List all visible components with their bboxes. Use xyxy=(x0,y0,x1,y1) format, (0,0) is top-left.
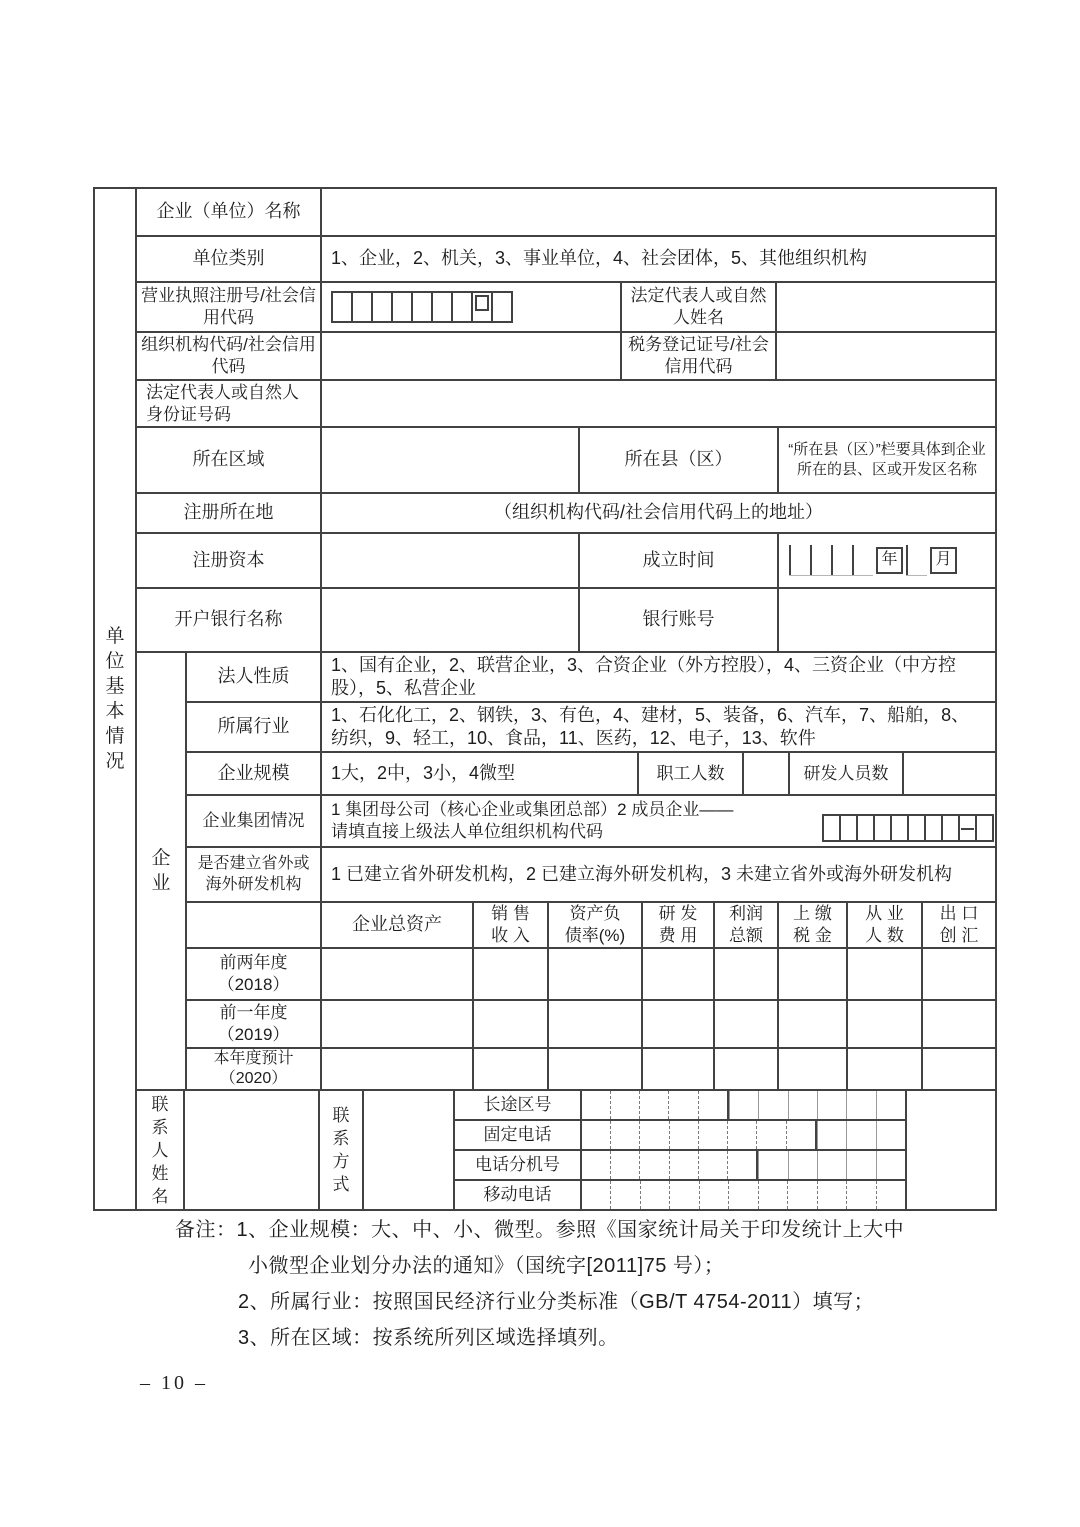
fin-2018-sales[interactable] xyxy=(474,949,549,1001)
group-status-label: 企业集团情况 xyxy=(187,796,322,848)
fin-2018-total-assets[interactable] xyxy=(322,949,474,1001)
col-header-rd-expense: 研 发 费 用 xyxy=(643,903,715,949)
unit-type-options-field[interactable]: 1、企业，2、机关，3、事业单位，4、社会团体，5、其他组织机构 xyxy=(322,237,997,283)
fin-2019-total-assets[interactable] xyxy=(322,1001,474,1049)
fin-2020-rd-expense[interactable] xyxy=(643,1049,715,1091)
fin-2018-employees[interactable] xyxy=(848,949,923,1001)
region-field[interactable] xyxy=(322,428,580,494)
tax-reg-field[interactable] xyxy=(777,333,997,381)
fin-2018-export[interactable] xyxy=(923,949,997,1001)
legal-rep-id-field[interactable] xyxy=(322,381,997,428)
legal-rep-name-field[interactable] xyxy=(777,283,997,333)
org-code-label: 组织机构代码/社会信用代码 xyxy=(137,333,322,381)
mobile-field[interactable] xyxy=(582,1181,907,1211)
rd-org-label: 是否建立省外或海外研发机构 xyxy=(187,848,322,903)
fin-2019-employees[interactable] xyxy=(848,1001,923,1049)
founding-date-field[interactable] xyxy=(779,534,997,589)
fin-row-label-2019: 前一年度 （2019） xyxy=(187,1001,322,1049)
financial-corner-cell xyxy=(187,903,322,949)
fin-2019-rd-expense[interactable] xyxy=(643,1001,715,1049)
note-line-4: 3、所在区域：按系统所列区域选择填列。 xyxy=(238,1327,619,1349)
bank-account-field[interactable] xyxy=(779,589,997,653)
license-number-label: 营业执照注册号/社会信用代码 xyxy=(137,283,322,333)
tax-reg-label: 税务登记证号/社会信用代码 xyxy=(622,333,777,381)
fin-2020-export[interactable] xyxy=(923,1049,997,1091)
rd-staff-count-field[interactable] xyxy=(904,753,997,796)
fin-2020-debt-ratio[interactable] xyxy=(549,1049,643,1091)
legal-nature-options-field[interactable]: 1、国有企业，2、联营企业，3、合资企业（外方控股），4、三资企业（中方控股），5、私营企业 xyxy=(322,653,997,703)
section-label-unit-basic-info: 单 位 基 本 情 况 xyxy=(95,189,137,1211)
enterprise-section-label: 企 业 xyxy=(137,653,187,1091)
page-number: – 10 – xyxy=(140,1372,208,1394)
group-line2: 请填直接上级法人单位组织机构代码 xyxy=(331,821,603,841)
industry-options-field[interactable]: 1、石化化工，2、钢铁，3、有色，4、建材，5、装备，6、汽车，7、船舶，8、纺织，9、轻工，10、食品，11、医药，12、电子，13、软件 xyxy=(322,703,997,753)
note-line-2: 小微型企业划分办法的通知》（国统字[2011]75 号）； xyxy=(248,1255,725,1277)
staff-count-label: 职工人数 xyxy=(639,753,744,796)
col-header-debt-ratio: 资产负 债率(%) xyxy=(549,903,643,949)
area-code-field[interactable] xyxy=(582,1091,907,1121)
region-label: 所在区域 xyxy=(137,428,322,494)
license-digit-boxes[interactable] xyxy=(331,291,513,323)
county-label: 所在县（区） xyxy=(580,428,779,494)
license-number-boxes[interactable] xyxy=(322,283,622,333)
fin-2018-rd-expense[interactable] xyxy=(643,949,715,1001)
unit-type-label: 单位类别 xyxy=(137,237,322,283)
fin-2019-export[interactable] xyxy=(923,1001,997,1049)
mobile-label: 移动电话 xyxy=(455,1181,582,1211)
scale-label: 企业规模 xyxy=(187,753,322,796)
contact-method-label: 联 系 方 式 xyxy=(320,1091,364,1211)
legal-nature-label: 法人性质 xyxy=(187,653,322,703)
fin-2020-sales[interactable] xyxy=(474,1049,549,1091)
contact-name-field[interactable] xyxy=(185,1091,320,1211)
fin-2019-profit[interactable] xyxy=(715,1001,779,1049)
org-code-field[interactable] xyxy=(322,333,622,381)
registered-capital-field[interactable] xyxy=(322,534,580,589)
landline-label: 固定电话 xyxy=(455,1121,582,1151)
fin-2019-tax[interactable] xyxy=(779,1001,848,1049)
basic-info-table xyxy=(93,187,997,1211)
fin-2018-debt-ratio[interactable] xyxy=(549,949,643,1001)
group-line1: 1 集团母公司（核心企业或集团总部）2 成员企业—— xyxy=(331,800,734,819)
col-header-sales-income: 销 售 收 入 xyxy=(474,903,549,949)
bank-name-label: 开户银行名称 xyxy=(137,589,322,653)
fin-row-label-2020: 本年度预计 （2020） xyxy=(187,1049,322,1091)
fin-2019-sales[interactable] xyxy=(474,1001,549,1049)
col-header-total-assets: 企业总资产 xyxy=(322,903,474,949)
fin-2020-total-assets[interactable] xyxy=(322,1049,474,1091)
rd-staff-count-label: 研发人员数 xyxy=(790,753,904,796)
fin-2020-tax[interactable] xyxy=(779,1049,848,1091)
fin-2020-employees[interactable] xyxy=(848,1049,923,1091)
staff-count-field[interactable] xyxy=(744,753,790,796)
county-note: “所在县（区）”栏要具体到企业所在的县、区或开发区名称 xyxy=(779,428,997,494)
registered-capital-label: 注册资本 xyxy=(137,534,322,589)
enterprise-name-label: 企业（单位）名称 xyxy=(137,189,322,237)
note-line-3: 2、所属行业：按照国民经济行业分类标准（GB/T 4754-2011）填写； xyxy=(238,1291,875,1313)
col-header-employees: 从 业 人 数 xyxy=(848,903,923,949)
registered-address-label: 注册所在地 xyxy=(137,494,322,534)
contact-method-field[interactable] xyxy=(364,1091,455,1211)
extension-field[interactable] xyxy=(582,1151,907,1181)
scale-options-field[interactable]: 1大，2中，3小，4微型 xyxy=(322,753,639,796)
col-header-total-profit: 利润 总额 xyxy=(715,903,779,949)
rd-org-options-field[interactable]: 1 已建立省外研发机构，2 已建立海外研发机构，3 未建立省外或海外研发机构 xyxy=(322,848,997,903)
landline-field[interactable] xyxy=(582,1121,907,1151)
year-suffix-box: 年 xyxy=(876,547,903,574)
note-line-1: 备注：1、企业规模：大、中、小、微型。参照《国家统计局关于印发统计上大中 xyxy=(175,1219,905,1241)
enterprise-name-field[interactable] xyxy=(322,189,997,237)
fin-2020-profit[interactable] xyxy=(715,1049,779,1091)
fin-2019-debt-ratio[interactable] xyxy=(549,1001,643,1049)
month-suffix-box: 月 xyxy=(930,547,957,574)
bank-name-field[interactable] xyxy=(322,589,580,653)
founding-date-label: 成立时间 xyxy=(580,534,779,589)
col-header-tax-paid: 上 缴 税 金 xyxy=(779,903,848,949)
extension-label: 电话分机号 xyxy=(455,1151,582,1181)
registered-address-field[interactable]: （组织机构代码/社会信用代码上的地址） xyxy=(322,494,997,534)
legal-rep-id-label: 法定代表人或自然人身份证号码 xyxy=(137,381,322,428)
contact-name-label: 联 系 人 姓 名 xyxy=(137,1091,185,1211)
col-header-export-earnings: 出 口 创 汇 xyxy=(923,903,997,949)
group-status-field[interactable] xyxy=(322,796,997,848)
legal-rep-name-label: 法定代表人或自然人姓名 xyxy=(622,283,777,333)
industry-label: 所属行业 xyxy=(187,703,322,753)
founding-date-widget[interactable] xyxy=(783,545,991,576)
group-code-boxes[interactable] xyxy=(822,814,994,842)
bank-account-label: 银行账号 xyxy=(580,589,779,653)
fin-row-label-2018: 前两年度 （2018） xyxy=(187,949,322,1001)
fin-2018-profit[interactable] xyxy=(715,949,779,1001)
fin-2018-tax[interactable] xyxy=(779,949,848,1001)
contact-spare-cell xyxy=(907,1091,997,1211)
area-code-label: 长途区号 xyxy=(455,1091,582,1121)
